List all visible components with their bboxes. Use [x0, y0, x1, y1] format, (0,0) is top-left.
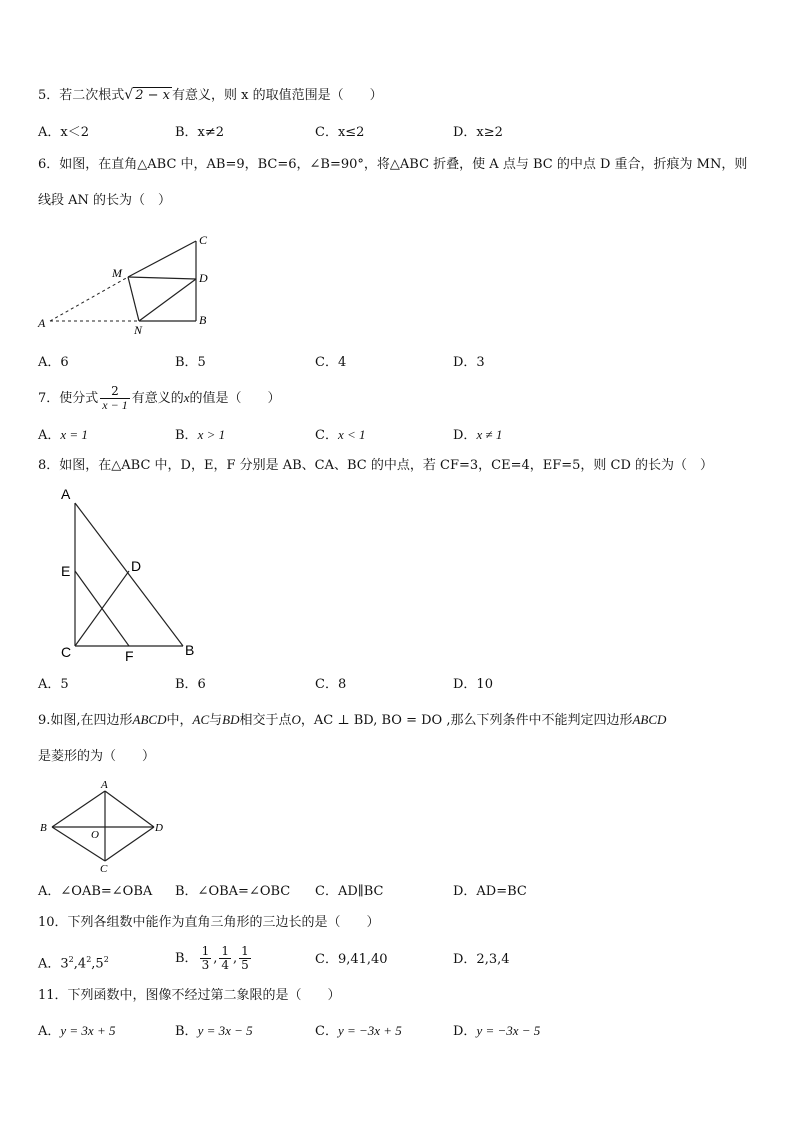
q10-option-b[interactable]: B． $\frac{1}{3}$ , $\frac{1}{4}$ , $\frac{1}{5}$ — [175, 944, 249, 972]
q9-option-c[interactable]: C．AD∥BC — [315, 884, 384, 899]
q6-label-b: B — [199, 313, 207, 327]
q9-label-b: B — [40, 822, 47, 834]
q9-text-d: 相交于点 — [239, 713, 292, 728]
q11-option-c-expr: y = −3x + 5 — [337, 1023, 402, 1038]
q8-label-b: B — [185, 642, 195, 658]
q7-option-d[interactable] — [453, 427, 502, 444]
q6-label-c: C — [199, 233, 208, 247]
q6-option-a[interactable]: A．6 — [38, 355, 69, 370]
q10-a-base2: 4 — [77, 956, 87, 972]
q5-option-c[interactable]: C．x≤2 — [315, 125, 365, 140]
q10-a-base1: 3 — [60, 956, 69, 972]
q8-figure — [55, 485, 215, 665]
q8-option-c[interactable]: C．8 — [315, 677, 347, 692]
q9-bd: BD — [222, 712, 240, 727]
q9-quad2: ABCD — [632, 712, 667, 727]
q11-option-a-label: A． — [38, 1024, 61, 1039]
q6-label-a: A — [38, 316, 46, 330]
q9-text-e: ，AC ⊥ BD, BO = DO ,那么下列条件中不能判定四边形 — [300, 713, 633, 728]
q5-option-a[interactable]: A．x＜2 — [38, 125, 89, 140]
q10-option-d[interactable]: D．2,3,4 — [453, 952, 510, 967]
q11-option-d[interactable] — [453, 1023, 540, 1040]
q11-option-d-label: D． — [453, 1024, 477, 1039]
q10-b-den1: 3 — [201, 958, 210, 972]
q10-a-base3: 5 — [95, 956, 104, 972]
q9-option-b[interactable]: B．∠OBA=∠OBC — [175, 884, 291, 899]
q6-option-b[interactable]: B．5 — [175, 355, 206, 370]
q5-option-b[interactable]: B．x≠2 — [175, 125, 225, 140]
q11-option-a-expr: y = 3x + 5 — [60, 1023, 116, 1038]
q10-option-c[interactable]: C．9,41,40 — [315, 952, 388, 967]
q10-b-frac3 — [239, 945, 251, 972]
q6-line1: 6．如图，在直角△ABC 中，AB=9，BC=6，∠B=90°，将△ABC 折叠，使 A 点与 BC 的中点 D 重合，折痕为 MN，则 — [38, 157, 748, 172]
q10-b-num1: 1 — [201, 944, 210, 958]
q7-option-d-label: D． — [453, 428, 477, 443]
q10-option-b-label: B． — [175, 951, 198, 966]
q7-option-b-expr: x > 1 — [197, 427, 226, 442]
q6-option-d[interactable]: D．3 — [453, 355, 485, 370]
q10-a-exp1: 2 — [68, 955, 74, 964]
q5-stem: 5．若二次根式√ 2 − x 有意义，则 x 的取值范围是（ ） — [38, 87, 383, 103]
q7-frac-denominator: x − 1 — [102, 398, 128, 412]
q9-ac: AC — [192, 712, 210, 727]
q8-label-a: A — [61, 486, 71, 502]
q7-option-b[interactable] — [175, 427, 225, 444]
q9-option-a[interactable]: A．∠OAB=∠OBA — [38, 884, 153, 899]
q9-figure — [38, 777, 173, 877]
q7-frac-numerator: 2 — [111, 384, 119, 398]
q10-b-frac2 — [219, 945, 231, 972]
q10-a-exp3: 2 — [103, 955, 109, 964]
q7-fraction — [100, 385, 129, 412]
q5-radical: 2 − x — [135, 88, 170, 103]
q8-stem: 8．如图，在△ABC 中，D，E，F 分别是 AB、CA、BC 的中点，若 CF=3，CE=4，EF=5，则 CD 的长为（ ） — [38, 458, 714, 473]
q7-prefix: 7．使分式 — [38, 391, 99, 406]
q7-var: x — [183, 390, 190, 405]
q10-b-den3: 5 — [241, 958, 249, 972]
q9-label-a: A — [101, 779, 108, 791]
q10-option-a[interactable]: A．$3^2,4^2,5^2$ — [38, 955, 109, 972]
q9-text-c: 与 — [209, 713, 223, 728]
q9-quad: ABCD — [132, 712, 167, 727]
q6-label-n: N — [134, 323, 143, 337]
q11-option-b-expr: y = 3x − 5 — [197, 1023, 253, 1038]
q10-stem: 10．下列各组数中能作为直角三角形的三边长的是（ ） — [38, 915, 380, 930]
q9-line1 — [38, 712, 666, 729]
q8-label-d: D — [131, 558, 142, 574]
q10-b-num3: 1 — [241, 944, 249, 958]
q7-option-d-expr: x ≠ 1 — [476, 427, 503, 442]
q6-label-d: D — [199, 271, 208, 285]
q8-label-f: F — [125, 648, 134, 664]
q9-text-b: 中， — [166, 713, 193, 728]
q7-suffix-pre: 有意义的 — [131, 391, 184, 406]
q7-option-a-label: A． — [38, 428, 61, 443]
q10-b-num2: 1 — [221, 944, 229, 958]
q6-line2: 线段 AN 的长为（ ） — [38, 193, 172, 208]
q11-option-c[interactable] — [315, 1023, 402, 1040]
q7-option-c-expr: x < 1 — [337, 427, 366, 442]
q9-line2: 是菱形的为（ ） — [38, 749, 156, 764]
q10-a-exp2: 2 — [86, 955, 92, 964]
q9-label-d: D — [155, 822, 163, 834]
q5-option-d[interactable]: D．x≥2 — [453, 125, 503, 140]
q11-option-d-expr: y = −3x − 5 — [476, 1023, 541, 1038]
q8-option-b[interactable]: B．6 — [175, 677, 206, 692]
q6-label-m: M — [112, 266, 122, 280]
q8-label-c: C — [61, 644, 72, 660]
q7-option-c[interactable] — [315, 427, 366, 444]
q5-suffix: 有意义，则 x 的取值范围是（ ） — [171, 88, 383, 103]
q6-option-c[interactable]: C．4 — [315, 355, 347, 370]
q11-option-b-label: B． — [175, 1024, 198, 1039]
q7-suffix-post: 的值是（ ） — [189, 391, 281, 406]
q6-figure — [36, 230, 226, 340]
q8-option-d[interactable]: D．10 — [453, 677, 493, 692]
q5-prefix: 5．若二次根式 — [38, 88, 125, 103]
q9-text-a: 9.如图,在四边形 — [38, 713, 133, 728]
q10-b-den2: 4 — [221, 958, 229, 972]
q11-option-c-label: C． — [315, 1024, 338, 1039]
q10-b-frac1 — [200, 945, 212, 972]
q9-label-o: O — [91, 829, 99, 841]
q9-o: O — [291, 712, 301, 727]
q11-option-b[interactable] — [175, 1023, 253, 1040]
q9-label-c: C — [100, 863, 108, 875]
q10-option-a-label: A． — [38, 956, 61, 972]
q7-option-b-label: B． — [175, 428, 198, 443]
q7-stem — [38, 383, 281, 414]
q8-option-a[interactable]: A．5 — [38, 677, 69, 692]
q11-option-a[interactable] — [38, 1023, 115, 1040]
q8-label-e: E — [61, 563, 71, 579]
q11-stem: 11．下列函数中，图像不经过第二象限的是（ ） — [38, 988, 341, 1003]
q7-option-a-expr: x = 1 — [60, 427, 88, 442]
q7-option-c-label: C． — [315, 428, 338, 443]
q9-option-d[interactable]: D．AD=BC — [453, 884, 527, 899]
q7-option-a[interactable] — [38, 427, 88, 444]
